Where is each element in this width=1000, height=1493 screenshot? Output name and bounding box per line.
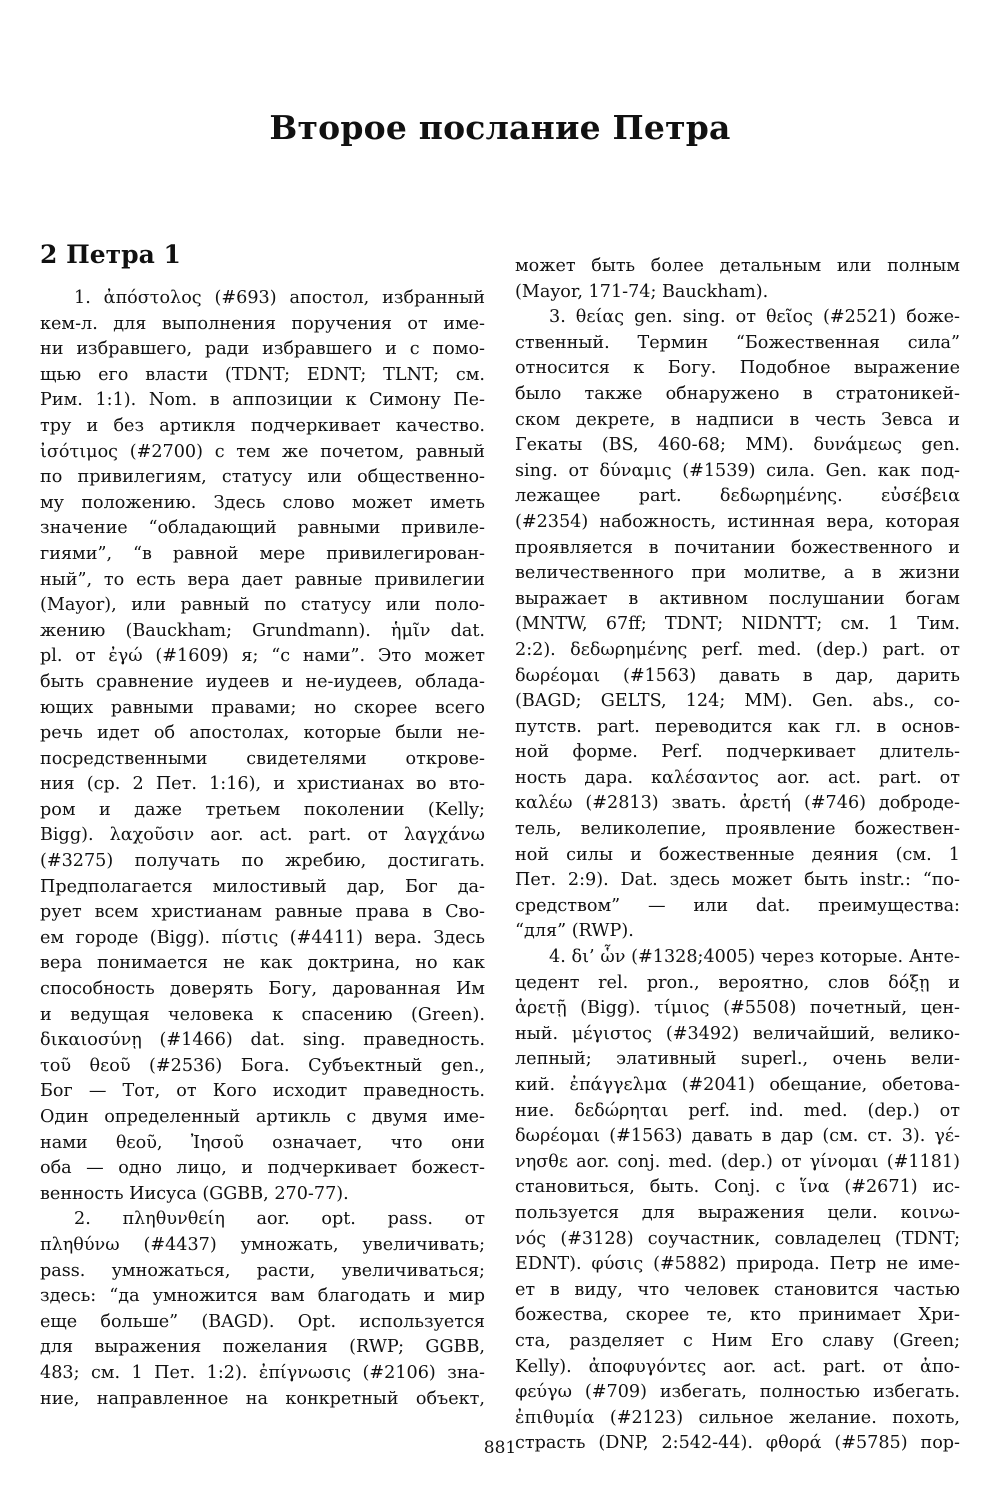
text-line: вера понимается не как доктрина, но как xyxy=(40,953,485,974)
right-column xyxy=(515,254,960,1457)
text-line: Kelly). ἀποφυγόντες aor. act. part. от ἀπο- xyxy=(515,1356,960,1377)
text-line: тель, великолепие, проявление божествен- xyxy=(515,819,960,840)
text-line: 1. ἀπόστολος (#693) апостол, избранный xyxy=(74,288,485,308)
text-line: καλέω (#2813) звать. ἀρετή (#746) доброде- xyxy=(515,793,960,814)
text-line: для выражения пожелания (RWP; GGBB, xyxy=(40,1337,485,1358)
left-column xyxy=(40,240,485,1412)
text-line: ста, разделяет с Ним Его славу (Green; xyxy=(515,1330,960,1351)
text-line: Bigg). λαχοῦσιν aor. act. part. от λαγχάνω xyxy=(40,825,485,846)
text-line: ром и даже третьем поколении (Kelly; xyxy=(40,799,485,820)
text-line: венность Иисуса (GGBB, 270-77). xyxy=(40,1183,349,1204)
text-line: му положению. Здесь слово может иметь xyxy=(40,492,485,513)
text-line: ственный. Термин “Божественная сила” xyxy=(515,332,960,353)
text-line: ный”, то есть вера дает равные привилегии xyxy=(40,569,485,590)
text-line: ἀρετῇ (Bigg). τίμιος (#5508) почетный, цен- xyxy=(515,998,960,1019)
text-line: ной силы и божественные деяния (см. 1 xyxy=(515,844,960,865)
text-line: лежащее part. δεδωρημένης. εὐσέβεια xyxy=(515,486,960,507)
text-line: δικαιοσύνῃ (#1466) dat. sing. праведность. xyxy=(40,1030,485,1051)
text-line: жению (Bauckham; Grundmann). ἡμῖν dat. xyxy=(40,620,485,641)
text-line: (#2354) набожность, истинная вера, которая xyxy=(515,511,960,532)
text-line: ния (ср. 2 Пет. 1:16), и христианах во вто- xyxy=(40,774,485,795)
text-line: речь идет об апостолах, которые были не- xyxy=(40,723,485,744)
text-line: ние, направленное на конкретный объект, xyxy=(40,1388,485,1409)
text-line: (BAGD; GELTS, 124; MM). Gen. abs., со- xyxy=(515,691,960,712)
text-line: ἐπιθυμία (#2123) сильное желание. похоть, xyxy=(515,1407,960,1428)
text-line: может быть более детальным или полным xyxy=(515,256,960,276)
text-line: pl. от ἐγώ (#1609) я; “с нами”. Это может xyxy=(40,646,485,667)
text-line: тру и без артикля подчеркивает качество. xyxy=(40,415,485,436)
text-line: было также обнаружено в стратоникей- xyxy=(515,383,960,404)
left-column-text xyxy=(40,286,485,1412)
text-line: рует всем христианам равные права в Сво- xyxy=(40,902,485,923)
text-line: Предполагается милостивый дар, Бог да- xyxy=(40,876,485,897)
text-line: ем городе (Bigg). πίστις (#4411) вера. Здесь xyxy=(40,927,485,948)
text-line: нами θεοῦ, Ἰησοῦ означает, что они xyxy=(40,1132,485,1153)
text-line: (MNTW, 67ff; TDNT; NIDNTT; см. 1 Тим. xyxy=(515,614,960,635)
text-line: (#3275) получать по жребию, достигать. xyxy=(40,851,485,872)
text-line: и ведущая человека к спасению (Green). xyxy=(40,1004,485,1025)
text-line: оба — одно лицо, и подчеркивает божест- xyxy=(40,1158,485,1179)
text-line: EDNT). φύσις (#5882) природа. Петр не име- xyxy=(515,1254,960,1275)
text-line: кий. ἐπάγγελμα (#2041) обещание, обетова- xyxy=(515,1075,960,1095)
text-line: Один определенный артикль с двумя име- xyxy=(40,1107,485,1127)
text-line: δωρέομαι (#1563) давать в дар (см. ст. 3). γέ- xyxy=(515,1126,960,1147)
right-column-text xyxy=(515,254,960,1457)
text-line: Пет. 2:9). Dat. здесь может быть instr.: “по- xyxy=(515,870,960,891)
text-line: страсть (DNP, 2:542-44). φθορά (#5785) пор- xyxy=(515,1433,960,1454)
text-line: величественного при молитве, а в жизни xyxy=(515,563,960,584)
text-line: ни избравшего, ради избравшего и с помо- xyxy=(40,339,485,360)
text-line: кем-л. для выполнения поручения от име- xyxy=(40,313,485,334)
text-line: 4. δι’ ὧν (#1328;4005) через которые. Анте- xyxy=(549,947,960,968)
text-line: гиями”, “в равной мере привилегирован- xyxy=(40,543,485,564)
text-line: цедент rel. pron., вероятно, слов δόξῃ и xyxy=(515,972,960,993)
text-line: здесь: “да умножится вам благодать и мир xyxy=(40,1286,485,1307)
text-line: ἰσότιμος (#2700) с тем же почетом, равный xyxy=(40,441,485,462)
text-line: относится к Богу. Подобное выражение xyxy=(515,358,960,379)
text-line: (Mayor, 171-74; Bauckham). xyxy=(515,281,769,302)
text-line: средством” — или dat. преимущества: xyxy=(515,895,960,916)
chapter-heading: 2 Петра 1 xyxy=(40,240,181,269)
text-line: 483; см. 1 Пет. 1:2). ἐπίγνωσις (#2106) зна- xyxy=(40,1362,485,1383)
text-line: ющих равными правами; но скорее всего xyxy=(40,697,485,718)
text-line: щью его власти (TDNT; EDNT; TLNT; см. xyxy=(40,364,485,385)
text-line: “для” (RWP). xyxy=(515,921,634,942)
text-line: посредственными свидетелями открове- xyxy=(40,748,485,769)
page-number: 881 xyxy=(483,1438,517,1458)
text-line: Рим. 1:1). Nom. в аппозиции к Симону Пе- xyxy=(40,390,485,411)
text-line: νός (#3128) соучастник, совладелец (TDNT; xyxy=(515,1228,960,1249)
text-line: способность доверять Богу, дарованная Им xyxy=(40,979,485,1000)
text-line: значение “обладающий равными привиле- xyxy=(40,518,485,539)
text-line: быть сравнение иудеев и не-иудеев, облада- xyxy=(40,671,485,692)
text-line: νησθε aor. conj. med. (dep.) от γίνομαι (#1181) xyxy=(515,1151,960,1172)
text-line: sing. от δύναμις (#1539) сила. Gen. как под- xyxy=(515,460,960,481)
text-line: лепный; элативный superl., очень вели- xyxy=(515,1049,960,1070)
text-line: πληθύνω (#4437) умножать, увеличивать; xyxy=(40,1234,485,1255)
text-line: ность дара. καλέσαντος aor. act. part. от xyxy=(515,767,960,788)
text-line: 2. πληθυνθείη aor. opt. pass. от xyxy=(74,1209,485,1230)
text-line: пользуется для выражения цели. κοινω- xyxy=(515,1202,960,1223)
text-line: ный. μέγιστος (#3492) величайший, велико- xyxy=(515,1023,960,1044)
text-line: ет в виду, что человек становится частью xyxy=(515,1279,960,1300)
text-line: путств. part. переводится как гл. в основ- xyxy=(515,716,960,737)
text-line: Гекаты (BS, 460-68; MM). δυνάμεως gen. xyxy=(515,435,960,456)
text-line: δωρέομαι (#1563) давать в дар, дарить xyxy=(515,665,960,686)
text-line: φεύγω (#709) избегать, полностью избегать. xyxy=(515,1382,960,1403)
text-line: 3. θείας gen. sing. от θεῖος (#2521) боже- xyxy=(549,307,960,328)
text-line: pass. умножаться, расти, увеличиваться; xyxy=(40,1260,485,1281)
text-line: τοῦ θεοῦ (#2536) Бога. Субъектный gen., xyxy=(40,1055,485,1076)
text-line: Бог — Тот, от Кого исходит праведность. xyxy=(40,1081,485,1102)
text-line: (Mayor), или равный по статусу или поло- xyxy=(40,595,485,616)
text-line: ском декрете, в надписи в честь Зевса и xyxy=(515,409,960,430)
text-line: ной форме. Perf. подчеркивает длитель- xyxy=(515,742,960,763)
text-line: по привилегиям, статусу или общественно- xyxy=(40,467,485,488)
book-title: Второе послание Петра xyxy=(269,108,731,147)
text-line: еще больше” (BAGD). Opt. используется xyxy=(40,1311,485,1332)
text-line: 2:2). δεδωρημένης perf. med. (dep.) part. от xyxy=(515,639,960,660)
text-line: становиться, быть. Conj. с ἵνα (#2671) ис- xyxy=(515,1177,960,1198)
text-line: божества, скорее те, кто принимает Хри- xyxy=(515,1305,960,1326)
text-line: ние. δεδώρηται perf. ind. med. (dep.) от xyxy=(515,1100,960,1121)
text-line: проявляется в почитании божественного и xyxy=(515,537,960,558)
text-line: выражает в активном послушании богам xyxy=(515,588,960,609)
